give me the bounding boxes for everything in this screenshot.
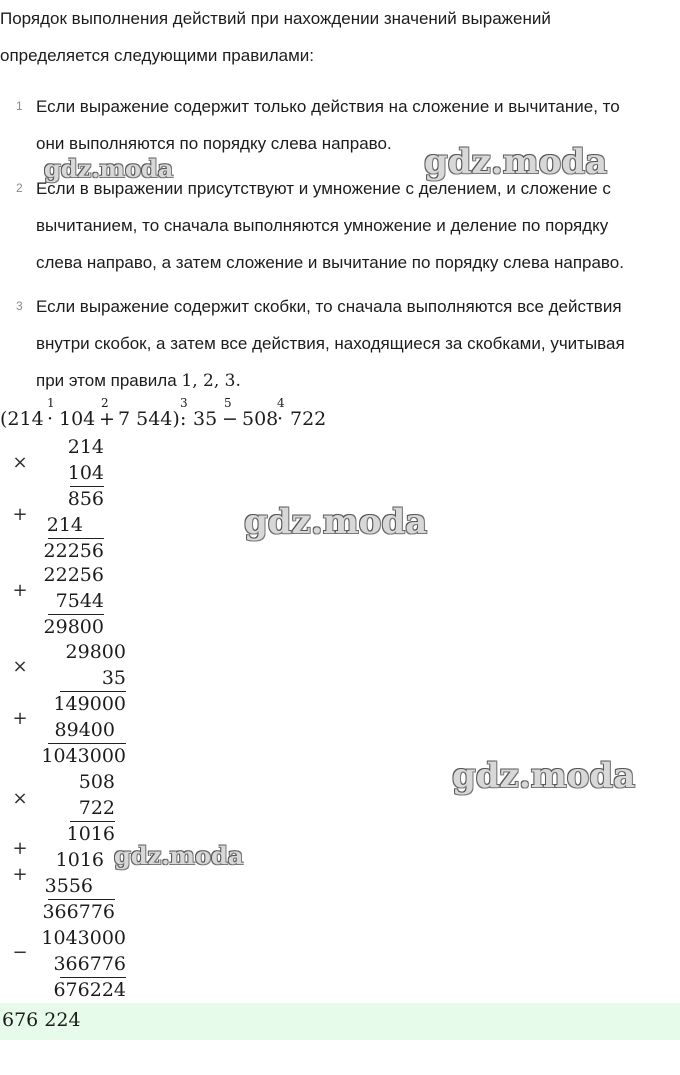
rule-number: 2 — [16, 181, 23, 195]
watermark-logo: gdz.moda — [452, 756, 636, 796]
intro-text — [0, 0, 680, 74]
answer-value: 676 224 — [2, 1009, 81, 1031]
underline — [60, 691, 126, 692]
multiply-sign: × — [12, 656, 28, 677]
plus-sign: + — [12, 864, 28, 885]
underline — [48, 743, 126, 744]
rule-number: 1 — [16, 99, 23, 113]
underline — [60, 977, 126, 978]
rule-number: 3 — [16, 299, 23, 313]
underline — [48, 614, 104, 615]
rule-text: Если выражение содержит скобки, то сначала выполняются все действия внутри скобок, а затем все действия, находящиеся за скобками, учитывая при этом правила 1, 2, 3. — [36, 297, 625, 391]
plus-sign: + — [12, 838, 28, 859]
plus-sign: + — [12, 504, 28, 525]
column-calculations: × + + × + × + + − 214 104 856 214 22256 22256 7544 29800 29800 35 149000 89400 1043000 508 722 1016 1016 3556 366776 1043000 366776 676224 — [0, 0, 680, 1075]
multiply-sign: × — [12, 788, 28, 809]
watermark-logo: gdz.moda — [424, 142, 608, 182]
watermark-logo: gdz.moda — [44, 154, 174, 183]
watermark-logo: gdz.moda — [244, 502, 428, 542]
intro-line-1: Порядок выполнения действий при нахождении значений выражений — [0, 9, 551, 28]
intro-line-2: определяется следующими правилами: — [0, 46, 315, 65]
underline — [48, 899, 115, 900]
underline — [70, 486, 104, 487]
underline — [48, 538, 104, 539]
underline — [70, 821, 115, 822]
watermark-logo: gdz.moda — [114, 841, 244, 870]
minus-sign: − — [12, 942, 28, 963]
rule-text: Если в выражении присутствуют и умножение с делением, и сложение с вычитанием, то сначала выполняются умножение и деление по порядку слева направо, а затем сложение и вычитание по порядку слева направо. — [36, 179, 624, 272]
answer-box — [0, 1003, 680, 1040]
plus-sign: + — [12, 708, 28, 729]
plus-sign: + — [12, 580, 28, 601]
rule-text: Если выражение содержит только действия на сложение и вычитание, то они выполняются по порядку слева направо. — [36, 97, 620, 153]
multiply-sign: × — [12, 452, 28, 473]
